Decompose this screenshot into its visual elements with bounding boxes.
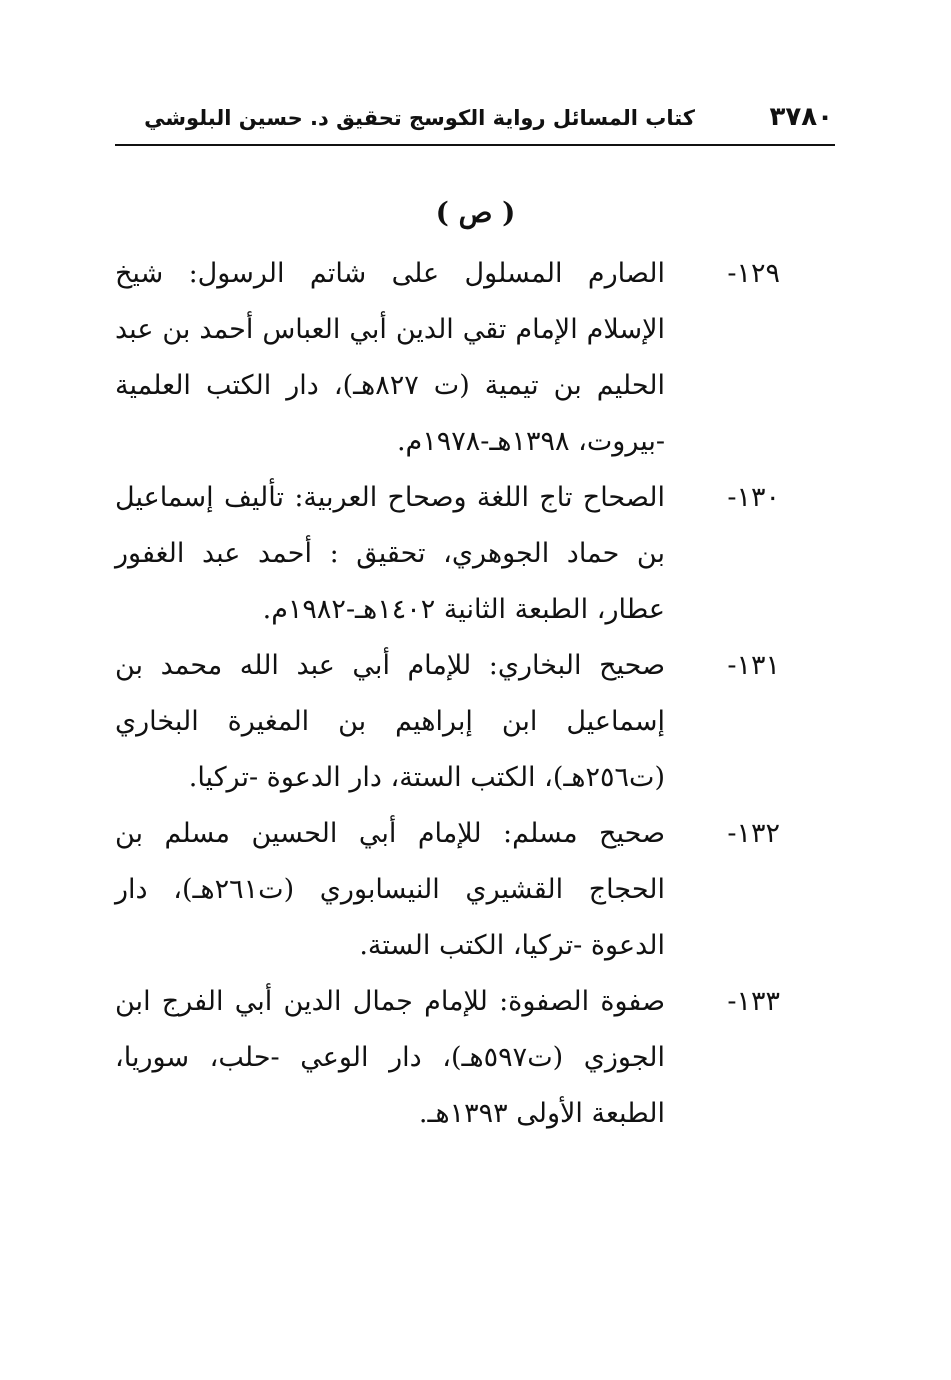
entry-text: الصحاح تاج اللغة وصحاح العربية: تأليف إسماعيل بن حماد الجوهري، تحقيق : أحمد عبد الغفور عطار، الطبعة الثانية ١٤٠٢هـ-١٩٨٢م. bbox=[115, 482, 665, 625]
running-title: كتاب المسائل رواية الكوسج تحقيق د. حسين البلوشي bbox=[144, 106, 695, 130]
entry-number: ١٣٠- bbox=[727, 482, 780, 513]
entry-text: صحيح البخاري: للإمام أبي عبد الله محمد بن إسماعيل ابن إبراهيم بن المغيرة البخاري (ت٢٥٦هـ)، الكتب الستة، دار الدعوة -تركيا. bbox=[115, 650, 665, 793]
entry-text: صفوة الصفوة: للإمام جمال الدين أبي الفرج ابن الجوزي (ت٥٩٧هـ)، دار الوعي -حلب، سوريا، الطبعة الأولى ١٣٩٣هـ. bbox=[115, 986, 666, 1129]
page-number: ٣٧٨٠ bbox=[769, 102, 833, 132]
bibliography-entry bbox=[115, 470, 780, 638]
entry-text: صحيح مسلم: للإمام أبي الحسين مسلم بن الحجاج القشيري النيسابوري (ت٢٦١هـ)، دار الدعوة -تركيا، الكتب الستة. bbox=[115, 818, 665, 961]
entry-number: ١٣١- bbox=[727, 650, 780, 681]
bibliography-entry bbox=[115, 638, 780, 806]
bibliography-list bbox=[115, 246, 780, 1142]
entry-text: الصارم المسلول على شاتم الرسول: شيخ الإسلام الإمام تقي الدين أبي العباس أحمد بن عبد الحليم بن تيمية (ت ٨٢٧هـ)، دار الكتب العلمية -بيروت، ١٣٩٨هـ-١٩٧٨م. bbox=[115, 258, 665, 457]
section-heading: ( ص ) bbox=[435, 196, 516, 229]
bibliography-entry bbox=[115, 806, 780, 974]
bibliography-entry bbox=[115, 974, 780, 1142]
bibliography-entry bbox=[115, 246, 780, 470]
page-header bbox=[115, 98, 835, 146]
entry-number: ١٢٩- bbox=[727, 258, 780, 289]
entry-number: ١٣٣- bbox=[727, 986, 780, 1017]
entry-number: ١٣٢- bbox=[727, 818, 780, 849]
